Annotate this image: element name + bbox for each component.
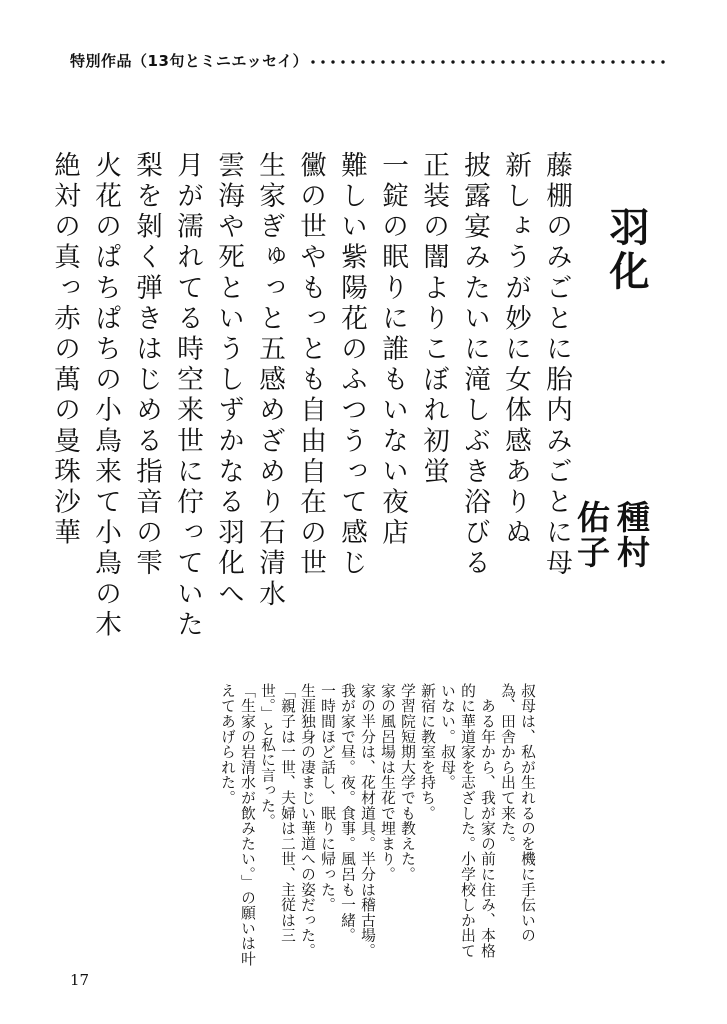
haiku-line: 火花のぱちぱちの小鳥来て小鳥の木 xyxy=(90,151,121,641)
haiku-line: 月が濡れてる時空来世に佇っていた xyxy=(172,151,203,641)
haiku-line: 正装の闇よりこぼれ初蛍 xyxy=(418,151,449,488)
essay-line: 一時間ほど話し、眠りに帰った。 xyxy=(319,683,336,913)
mini-essay xyxy=(217,683,537,983)
essay-line: 的に華道家を志ざした。小学校しか出て xyxy=(459,683,476,959)
haiku-line: 絶対の真っ赤の萬の曼珠沙華 xyxy=(49,151,80,549)
essay-line: 「生家の岩清水が飲みたい。」の願いは叶 xyxy=(239,683,256,967)
essay-line: 我が家で昼。夜。食事。風呂も一緒。 xyxy=(339,683,356,944)
essay-line: 新宿に教室を持ち。 xyxy=(419,683,436,821)
author-name xyxy=(571,500,651,570)
haiku-line: 梨を剝く弾きはじめる指音の雫 xyxy=(131,151,162,580)
haiku-line: 難しい紫陽花のふつうって感じ xyxy=(336,151,367,580)
haiku-line: 雲海や死というしずかなる羽化へ xyxy=(213,151,244,610)
essay-line: 世。」と私に言った。 xyxy=(259,683,276,829)
essay-line: 家の半分は、花材道具。半分は稽古場。 xyxy=(359,683,376,959)
author-given-name: 佑子 xyxy=(572,500,611,570)
haiku-line: 生家ぎゅっと五感めざめり石清水 xyxy=(254,151,285,610)
essay-line: 学習院短期大学でも教えた。 xyxy=(399,683,416,882)
essay-line: ある年から、我が家の前に住み、本格 xyxy=(479,683,496,959)
header-dotted-leader xyxy=(308,60,670,64)
essay-line: えてあげられた。 xyxy=(219,683,236,806)
essay-line: いない。叔母。 xyxy=(439,683,456,791)
haiku-line: 披露宴みたいに滝しぶき浴びる xyxy=(459,151,490,580)
essay-line: 「親子は一世、夫婦は二世、主従は三 xyxy=(279,683,296,944)
essay-line: 生涯独身の凄まじい華道への姿だった。 xyxy=(299,683,316,959)
page-number: 17 xyxy=(70,971,90,989)
haiku-line: 藤棚のみごとに胎内みごとに母 xyxy=(541,151,572,580)
haiku-line: 一錠の眠りに誰もいない夜店 xyxy=(377,151,408,549)
essay-line: 為、田舎から出て来た。 xyxy=(499,683,516,852)
author-family-name: 種村 xyxy=(612,500,651,570)
essay-line: 叔母は、私が生れるのを機に手伝いの xyxy=(519,683,536,944)
page-header xyxy=(70,46,670,76)
haiku-list xyxy=(44,151,577,641)
header-title: 特別作品（13句とミニエッセイ） xyxy=(70,52,309,70)
haiku-line: 黴の世やもっとも自由自在の世 xyxy=(295,151,326,580)
haiku-line: 新しょうが妙に女体感ありぬ xyxy=(500,151,531,549)
work-title: 羽化 xyxy=(603,206,650,294)
essay-line: 家の風呂場は生花で埋まり。 xyxy=(379,683,396,882)
